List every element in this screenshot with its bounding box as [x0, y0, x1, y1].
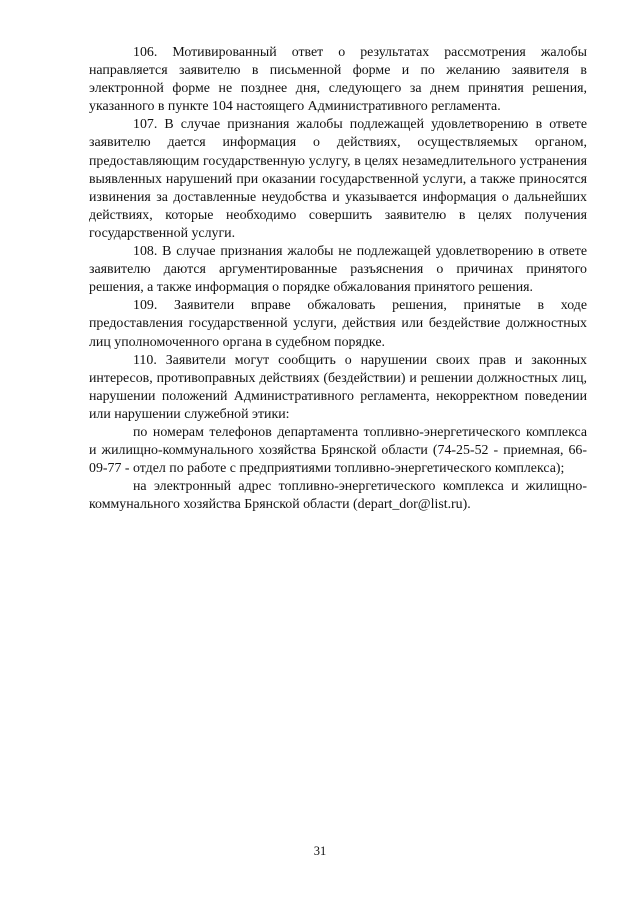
- paragraph-108: 108. В случае признания жалобы не подлежащей удовлетворению в ответе заявителю даются аргументированные разъяснения о причинах принятого решения, а также информация о порядке обжалования принятого решения.: [89, 244, 587, 296]
- paragraph-106: 106. Мотивированный ответ о результатах рассмотрения жалобы направляется заявителю в письменной форме и по желанию заявителя в электронной форме не позднее дня, следующего за днем принятия решения, указанного в пункте 104 настоящего Административного регламента.: [89, 45, 587, 115]
- paragraph-107: 107. В случае признания жалобы подлежащей удовлетворению в ответе заявителю дается информация о действиях, осуществляемых органом, предоставляющим государственную услугу, в целях незамедлительного устранения выявленных нарушений при оказании государственной услуги, а также приносятся извинения за доставленные неудобства и указывается информация о дальнейших действиях, которые необходимо совершить заявителю в целях получения государственной услуги.: [89, 117, 587, 241]
- paragraph-109: 109. Заявители вправе обжаловать решения, принятые в ходе предоставления государственной услуги, действия или бездействие должностных лиц уполномоченного органа в судебном порядке.: [89, 298, 587, 350]
- page-number: 31: [313, 844, 327, 858]
- paragraph-phone-contacts: по номерам телефонов департамента топливно-энергетического комплекса и жилищно-коммунального хозяйства Брянской области (74-25-52 - приемная, 66-09-77 - отдел по работе с предприятиями топливно-энергетического комплекса);: [89, 424, 587, 477]
- paragraph-email-contact: на электронный адрес топливно-энергетического комплекса и жилищно-коммунального хозяйства Брянской области (depart_dor@list.ru).: [89, 479, 587, 513]
- paragraph-110: 110. Заявители могут сообщить о нарушении своих прав и законных интересов, противоправных действиях (бездействии) и решении должностных лиц, нарушении положений Административного регламента, некорректном поведении или нарушении служебной этики:: [89, 352, 587, 422]
- document-body: [89, 44, 587, 514]
